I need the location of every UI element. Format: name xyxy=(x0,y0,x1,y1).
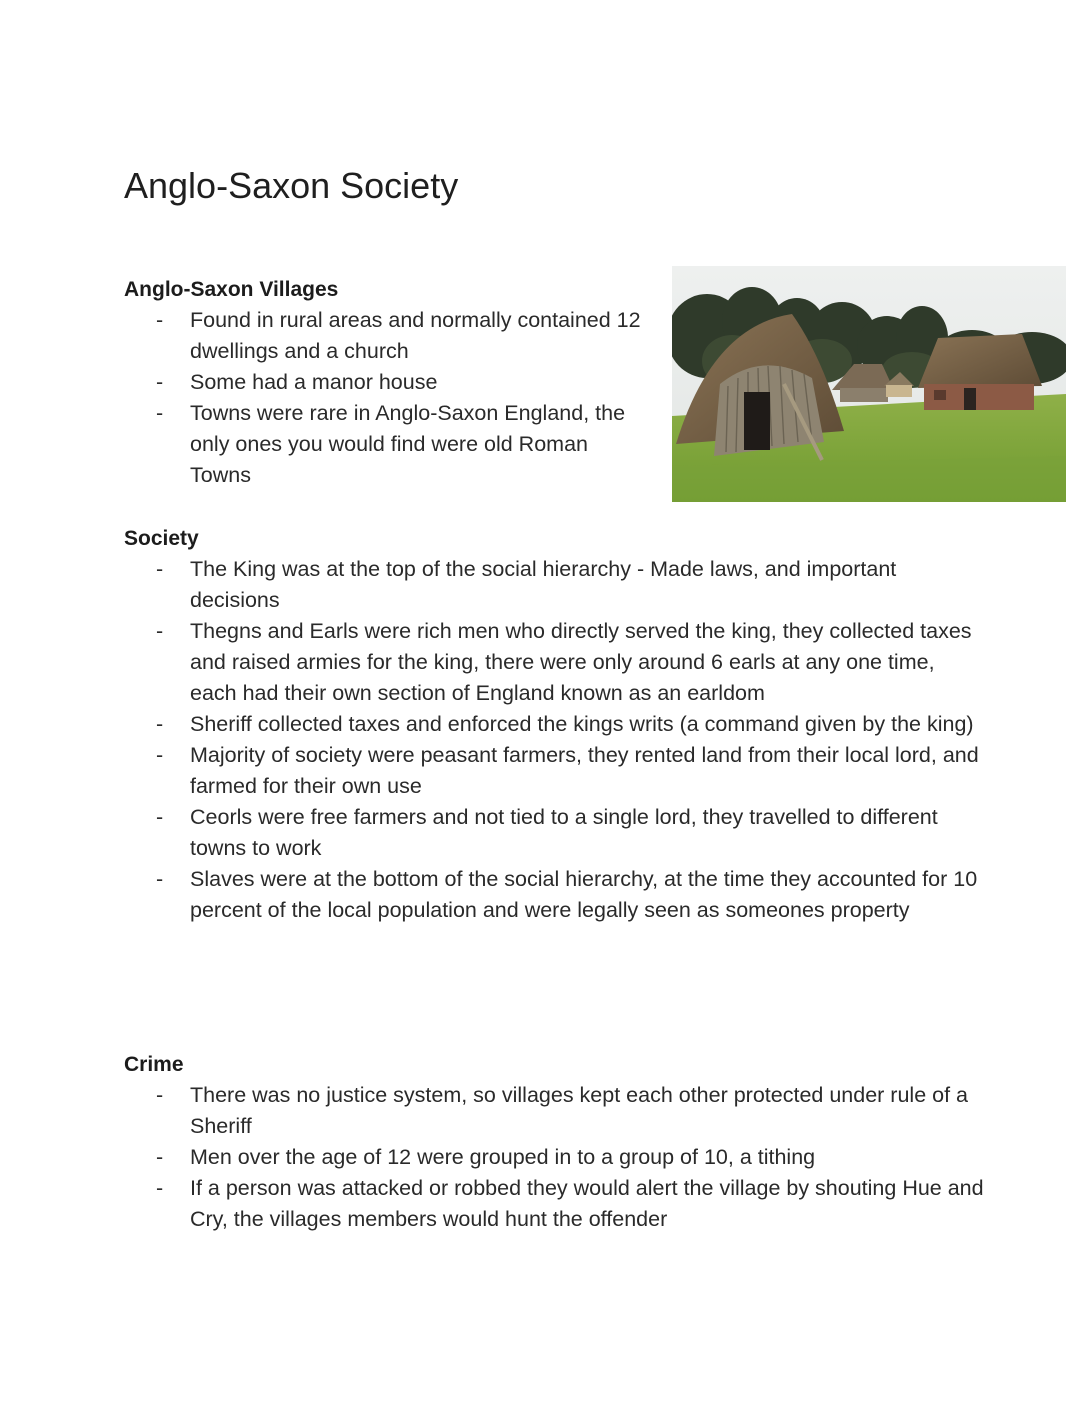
bullet-dash: - xyxy=(156,1145,164,1169)
bullet-dash: - xyxy=(156,805,164,829)
bullet-dash: - xyxy=(156,557,164,581)
section-heading-crime: Crime xyxy=(124,1053,184,1076)
list-item xyxy=(124,1173,984,1235)
list-item-text: Some had a manor house xyxy=(190,370,438,394)
list-item-text: Slaves were at the bottom of the social hierarchy, at the time they accounted for 10 percent of the local population and were legally seen as someones property xyxy=(190,867,978,922)
list-item-text: Thegns and Earls were rich men who directly served the king, they collected taxes and raised armies for the king, there were only around 6 earls at any one time, each had their own section of England known as an earldom xyxy=(190,619,972,705)
bullet-list-crime xyxy=(124,1080,984,1235)
bullet-dash: - xyxy=(156,370,164,394)
list-item xyxy=(124,709,984,740)
list-item xyxy=(124,864,984,926)
village-photo xyxy=(672,266,1066,502)
list-item-text: Towns were rare in Anglo-Saxon England, the only ones you would find were old Roman Towns xyxy=(190,401,626,487)
list-item xyxy=(124,616,984,709)
list-item xyxy=(124,740,984,802)
list-item xyxy=(124,802,984,864)
list-item xyxy=(124,367,664,398)
bullet-dash: - xyxy=(156,619,164,643)
bullet-dash: - xyxy=(156,867,164,891)
list-item xyxy=(124,398,664,491)
section-society xyxy=(124,523,984,926)
section-heading-society: Society xyxy=(124,527,199,550)
section-villages xyxy=(124,274,664,491)
bullet-dash: - xyxy=(156,1083,164,1107)
page-title: Anglo-Saxon Society xyxy=(124,165,459,206)
bullet-dash: - xyxy=(156,1176,164,1200)
bullet-dash: - xyxy=(156,743,164,767)
thatched-huts-photo-icon xyxy=(672,266,1066,502)
list-item-text: If a person was attacked or robbed they would alert the village by shouting Hue and Cry, the villages members would hunt the offender xyxy=(190,1176,984,1231)
list-item-text: Ceorls were free farmers and not tied to a single lord, they travelled to different towns to work xyxy=(190,805,938,860)
list-item-text: The King was at the top of the social hierarchy - Made laws, and important decisions xyxy=(190,557,897,612)
bullet-dash: - xyxy=(156,401,164,425)
list-item xyxy=(124,1080,984,1142)
bullet-list-villages xyxy=(124,305,664,491)
list-item xyxy=(124,554,984,616)
list-item-text: Majority of society were peasant farmers, they rented land from their local lord, and farmed for their own use xyxy=(190,743,979,798)
list-item xyxy=(124,305,664,367)
list-item-text: Found in rural areas and normally contained 12 dwellings and a church xyxy=(190,308,641,363)
list-item-text: There was no justice system, so villages kept each other protected under rule of a Sheriff xyxy=(190,1083,968,1138)
section-heading-villages: Anglo-Saxon Villages xyxy=(124,278,339,301)
bullet-dash: - xyxy=(156,712,164,736)
list-item-text: Sheriff collected taxes and enforced the kings writs (a command given by the king) xyxy=(190,712,974,736)
bullet-dash: - xyxy=(156,308,164,332)
bullet-list-society xyxy=(124,554,984,926)
section-crime xyxy=(124,1049,984,1235)
list-item xyxy=(124,1142,984,1173)
list-item-text: Men over the age of 12 were grouped in to a group of 10, a tithing xyxy=(190,1145,816,1169)
